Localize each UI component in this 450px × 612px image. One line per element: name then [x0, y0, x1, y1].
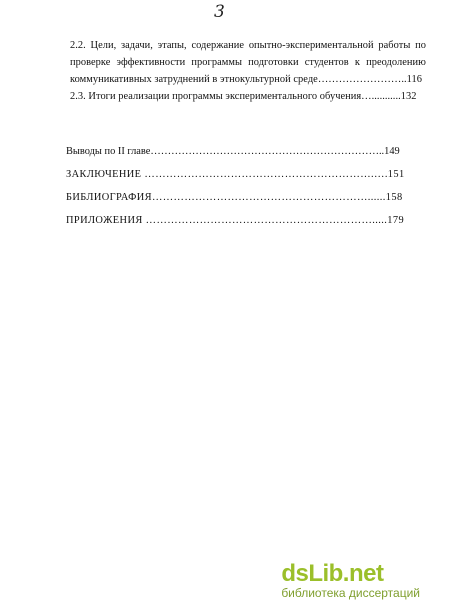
- toc-entry-appendices: ПРИЛОЖЕНИЯ ……………………………………………………….....179: [66, 215, 405, 226]
- dslib-logo: dsLib.net: [281, 560, 384, 587]
- toc-entry-conclusions-ch2: Выводы по II главе…………………………………………………………..149: [66, 146, 400, 157]
- toc-section-2-2-line-2: проверке эффективности программы подготовки студентов к преодолению: [70, 57, 426, 68]
- page-number: 3: [214, 2, 225, 22]
- toc-section-2-2-line-1: 2.2. Цели, задачи, этапы, содержание опытно-экспериментальной работы по: [70, 40, 426, 51]
- toc-entry-conclusion: ЗАКЛЮЧЕНИЕ ……………………………………………………….….151: [66, 169, 405, 180]
- toc-entry-bibliography: БИБЛИОГРАФИЯ……………………………………………………......158: [66, 192, 403, 203]
- toc-section-2-3: 2.3. Итоги реализации программы экспериментального обучения…...........132: [70, 91, 417, 102]
- dslib-tagline: библиотека диссертаций: [281, 586, 420, 600]
- toc-section-2-2-line-3: коммуникативных затруднений в этнокультурной среде……………………..116: [70, 74, 422, 85]
- dslib-watermark: [281, 560, 420, 600]
